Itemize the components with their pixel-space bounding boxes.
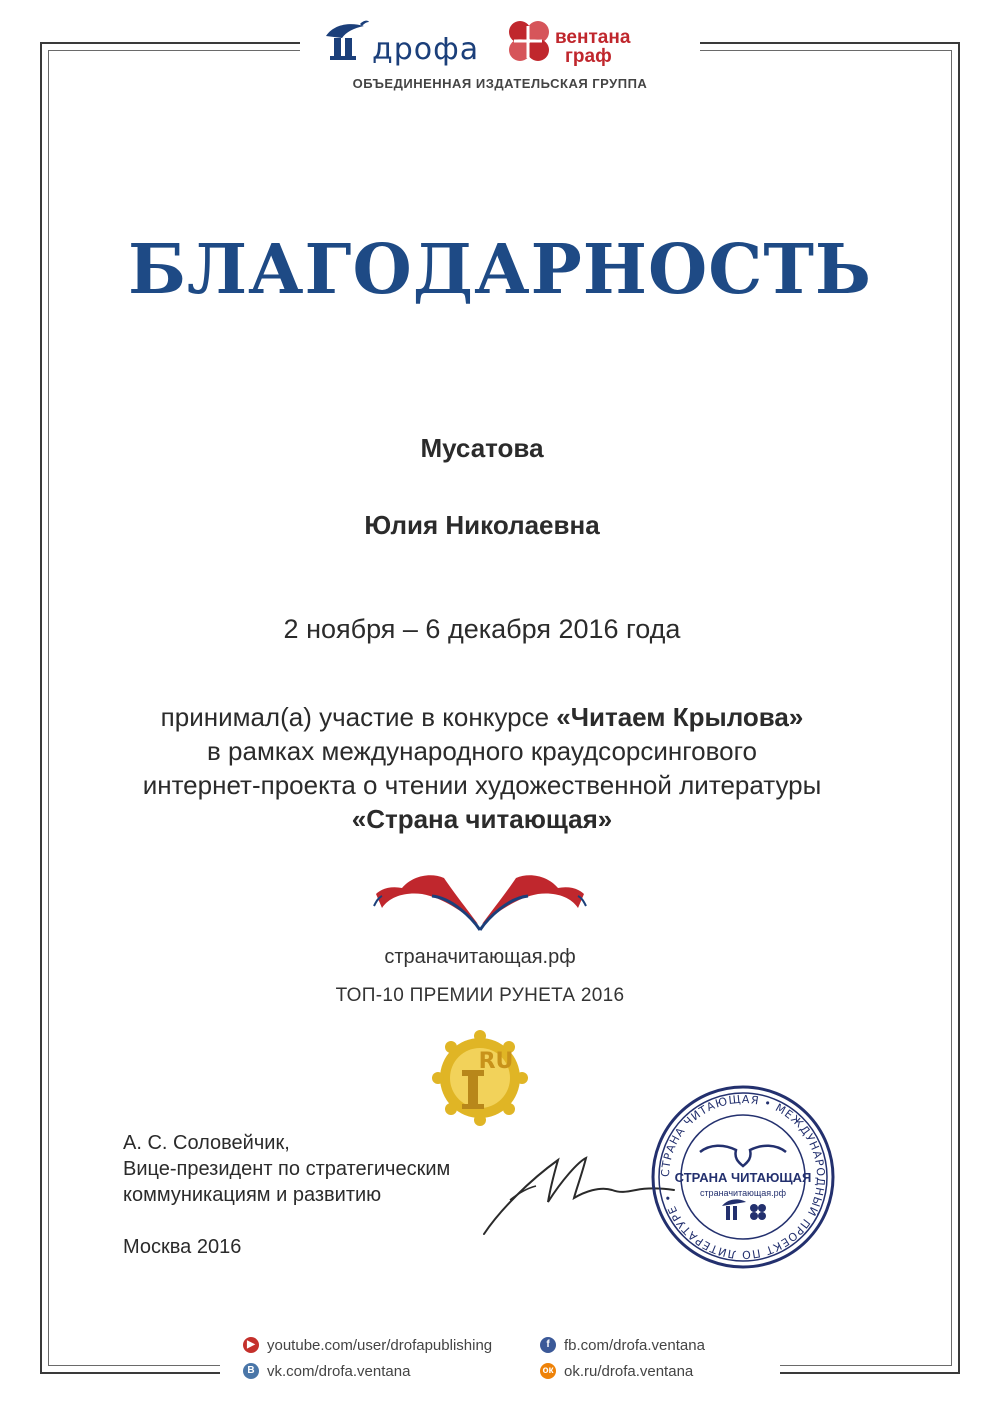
- certificate-body: [0, 700, 982, 836]
- social-ok[interactable]: [540, 1362, 693, 1382]
- medal-ru-text: RU: [478, 1049, 514, 1074]
- facebook-icon: f: [540, 1337, 556, 1353]
- social-youtube[interactable]: [243, 1336, 492, 1356]
- social-facebook[interactable]: [540, 1336, 705, 1356]
- odnoklassniki-icon: ок: [540, 1363, 556, 1379]
- vk-icon: B: [243, 1363, 259, 1379]
- body-line-4: [0, 802, 982, 836]
- ventana-word: вентана: [555, 27, 631, 48]
- ventana-graf-logo: [504, 18, 552, 64]
- recipient-given-names: Юлия Николаевна: [364, 510, 600, 540]
- signer-name: А. С. Соловейчик,: [123, 1132, 290, 1154]
- city-year: Москва 2016: [123, 1236, 242, 1258]
- body-line-1-prefix: принимал(а) участие в конкурсе: [160, 702, 557, 732]
- youtube-icon: ▶: [243, 1337, 259, 1353]
- certificate-title: БЛАГОДАРНОСТЬ: [127, 230, 873, 310]
- project-name: «Страна читающая»: [351, 804, 613, 834]
- recipient-surname: Мусатова: [420, 433, 544, 463]
- body-line-3: интернет-проекта о чтении художественной литературы: [142, 770, 822, 800]
- body-line-1: [0, 700, 982, 734]
- strana-chitayushchaya-logo: [372, 868, 588, 934]
- graf-word: граф: [565, 46, 612, 67]
- project-website: страначитающая.рф: [384, 946, 576, 968]
- award-line: ТОП-10 ПРЕМИИ РУНЕТА 2016: [335, 985, 625, 1006]
- official-stamp: [648, 1082, 838, 1272]
- youtube-link[interactable]: youtube.com/user/drofapublishing: [267, 1337, 493, 1354]
- signer-block: [123, 1130, 450, 1208]
- drofa-wordmark: дрофа: [372, 32, 480, 67]
- runet-award-medal: [430, 1030, 530, 1126]
- body-line-2: в рамках международного краудсорсингового: [207, 736, 757, 766]
- stamp-center-site: страначитающая.рф: [699, 1188, 787, 1198]
- ok-link[interactable]: ok.ru/drofa.ventana: [564, 1363, 694, 1380]
- stamp-center-title: СТРАНА ЧИТАЮЩАЯ: [674, 1170, 812, 1185]
- stamp-logos: [722, 1199, 766, 1220]
- contest-dates: 2 ноября – 6 декабря 2016 года: [283, 614, 681, 644]
- ventana-graf-wordmark: [555, 28, 630, 66]
- vk-link[interactable]: vk.com/drofa.ventana: [267, 1363, 411, 1380]
- facebook-link[interactable]: fb.com/drofa.ventana: [564, 1337, 705, 1354]
- signer-position-line-1: Вице-президент по стратегическим: [123, 1158, 451, 1180]
- signer-position-line-2: коммуникациям и развитию: [123, 1184, 382, 1206]
- drofa-bird-logo: [320, 18, 370, 64]
- contest-name: «Читаем Крылова»: [556, 702, 804, 732]
- social-vk[interactable]: [243, 1362, 410, 1382]
- stamp-ring-text: СТРАНА ЧИТАЮЩАЯ • МЕЖДУНАРОДНЫЙ ПРОЕКТ ПО ЛИТЕРАТУРЕ •: [658, 1092, 828, 1262]
- publisher-logos: [0, 14, 1000, 74]
- publisher-group-name: ОБЪЕДИНЕННАЯ ИЗДАТЕЛЬСКАЯ ГРУППА: [352, 76, 648, 91]
